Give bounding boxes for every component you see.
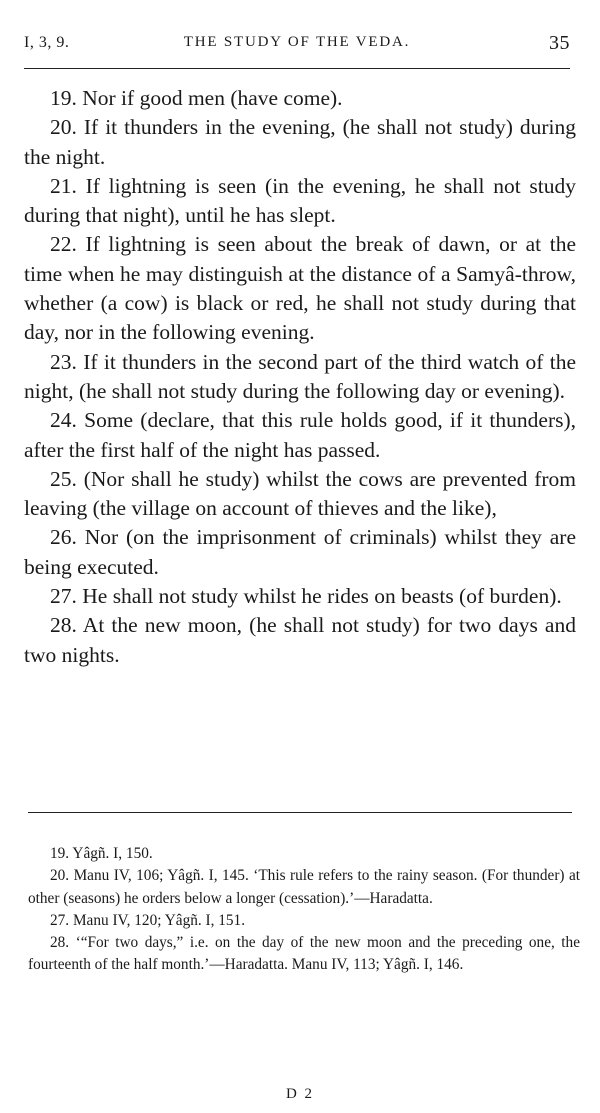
main-text — [24, 84, 576, 670]
sutra-text: (Nor shall he study) whilst the cows are prevented from leaving (the village on account of thieves and the like), — [24, 466, 577, 521]
header-rule — [24, 68, 570, 69]
footnote-28 — [28, 932, 580, 977]
footnote-text: ‘“For two days,” i.e. on the day of the new moon and the preceding one, the fourteenth of the half month.’—Haradatta. Manu IV, 113; Yâgñ. I, 146. — [28, 934, 580, 974]
footnote-19 — [28, 843, 580, 865]
sutra-text: If lightning is seen (in the evening, he shall not study during that night), until he has slept. — [24, 173, 576, 228]
sutra-number: 24. — [50, 408, 77, 433]
footnote-number: 27. — [50, 911, 70, 929]
sutra-text: Nor (on the imprisonment of criminals) whilst they are being executed. — [24, 525, 576, 579]
footnote-number: 19. — [50, 845, 70, 862]
footnote-27 — [28, 910, 580, 932]
footnote-number: 28. — [50, 934, 70, 952]
sutra-number: 19. — [50, 86, 77, 110]
sutra-text: If lightning is seen about the break of dawn, or at the time when he may distinguish at the distance of a Samyâ-throw, whether (a cow) is black or red, he shall not study during that day, nor in the following evening. — [24, 232, 576, 345]
sutra-21 — [24, 172, 576, 231]
footnote-rule — [28, 812, 572, 813]
running-title: THE STUDY OF THE VEDA. — [183, 34, 411, 50]
sutra-number: 25. — [50, 466, 77, 491]
signature-mark: D 2 — [285, 1086, 315, 1102]
sutra-text: He shall not study whilst he rides on beasts (of burden). — [82, 584, 562, 609]
sutra-20 — [24, 113, 576, 172]
sutra-25 — [24, 465, 576, 524]
sutra-text: At the new moon, (he shall not study) for two days and two nights. — [24, 613, 576, 667]
footnote-text: Manu IV, 120; Yâgñ. I, 151. — [72, 911, 246, 929]
footnote-text: Manu IV, 106; Yâgñ. I, 145. ‘This rule refers to the rainy season. (For thunder) at other (seasons) he orders below a longer (cessation).’—Haradatta. — [28, 867, 580, 907]
running-header — [24, 32, 570, 58]
sutra-number: 20. — [50, 115, 77, 140]
sutra-19 — [24, 84, 576, 113]
footnote-20 — [28, 865, 580, 910]
footnote-number: 20. — [50, 867, 70, 885]
sutra-text: If it thunders in the evening, (he shall not study) during the night. — [24, 115, 576, 169]
sutra-23 — [24, 348, 576, 407]
page-number: 35 — [549, 32, 570, 54]
sutra-number: 28. — [50, 613, 77, 638]
sutra-22 — [24, 230, 576, 347]
sutra-number: 26. — [50, 525, 77, 550]
sutra-number: 23. — [50, 349, 77, 374]
footnote-text: Yâgñ. I, 150. — [72, 845, 153, 862]
sutra-27 — [24, 582, 576, 611]
sutra-text: Nor if good men (have come). — [82, 86, 343, 110]
sutra-28 — [24, 611, 576, 670]
sutra-number: 22. — [50, 232, 77, 257]
footnotes — [28, 843, 580, 977]
sutra-text: If it thunders in the second part of the third watch of the night, (he shall not study during the following day or evening). — [24, 349, 576, 403]
sutra-number: 21. — [50, 173, 77, 198]
sutra-26 — [24, 523, 576, 582]
sutra-number: 27. — [50, 584, 77, 609]
sutra-24 — [24, 406, 576, 465]
section-reference: I, 3, 9. — [24, 34, 70, 51]
sutra-text: Some (declare, that this rule holds good, if it thunders), after the first half of the night has passed. — [24, 408, 577, 462]
